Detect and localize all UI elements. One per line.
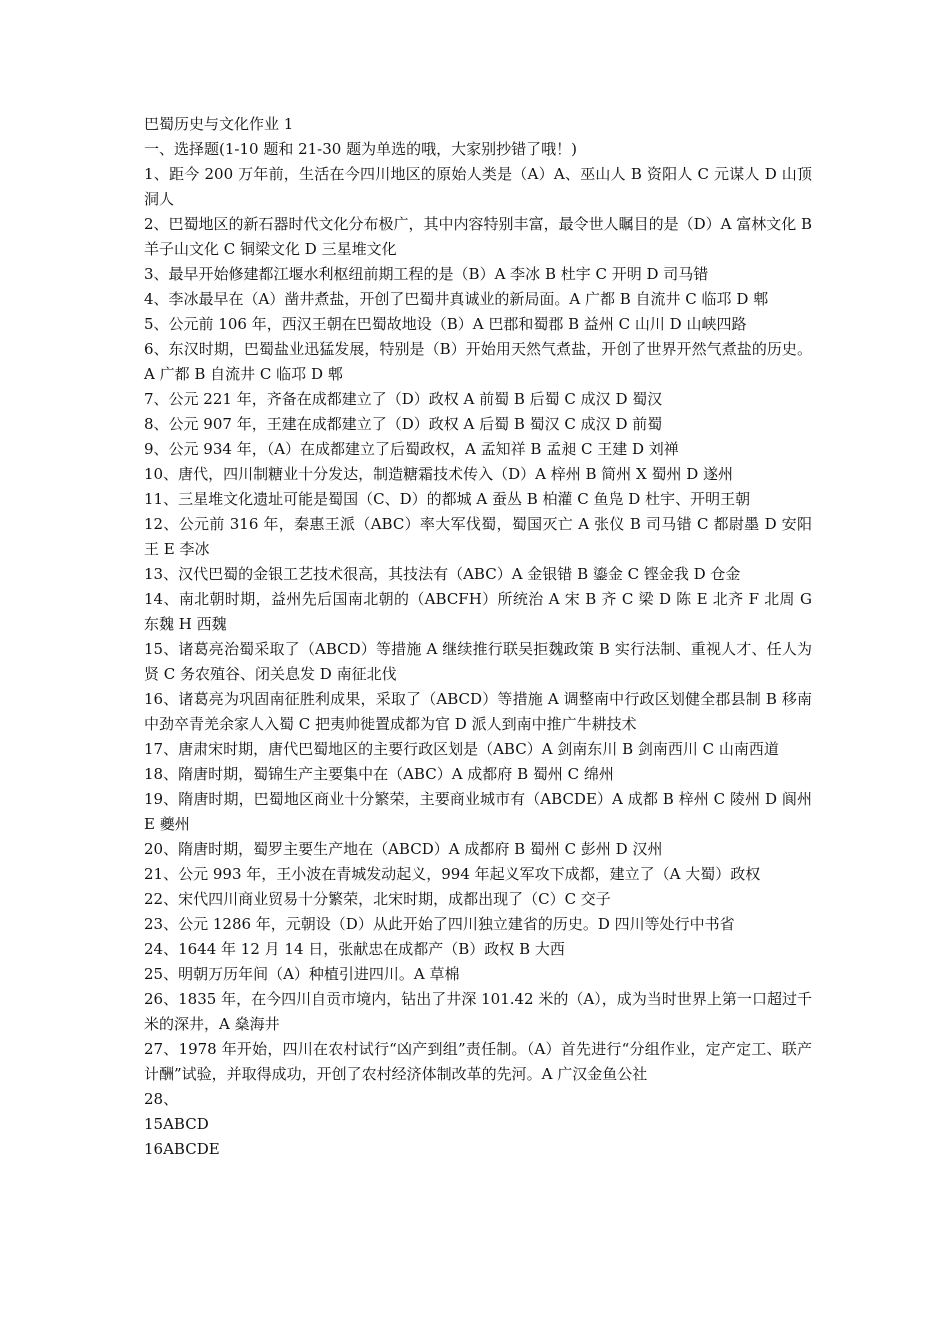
question-6: 6、东汉时期，巴蜀盐业迅猛发展，特别是（B）开始用天然气煮盐，开创了世界开然气煮盐的历史。A 广都 B 自流井 C 临邛 D 郫	[144, 340, 812, 383]
question-18: 18、隋唐时期，蜀锦生产主要集中在（ABC）A 成都府 B 蜀州 C 绵州	[144, 765, 614, 783]
question-19: 19、隋唐时期，巴蜀地区商业十分繁荣，主要商业城市有（ABCDE）A 成都 B 梓州 C 陵州 D 阆州 E 夔州	[144, 790, 812, 833]
question-10: 10、唐代，四川制糖业十分发达，制造糖霜技术传入（D）A 梓州 B 简州 X 蜀州 D 遂州	[144, 465, 734, 483]
question-12: 12、公元前 316 年，秦惠王派（ABC）率大军伐蜀，蜀国灭亡 A 张仪 B 司马错 C 都尉墨 D 安阳王 E 李冰	[144, 515, 812, 558]
question-23: 23、公元 1286 年，元朝设（D）从此开始了四川独立建省的历史。D 四川等处行中书省	[144, 915, 735, 933]
question-14: 14、南北朝时期，益州先后国南北朝的（ABCFH）所统治 A 宋 B 齐 C 梁 D 陈 E 北齐 F 北周 G 东魏 H 西魏	[144, 590, 812, 633]
question-28: 28、	[144, 1090, 179, 1108]
question-16: 16、诸葛亮为巩固南征胜利成果，采取了（ABCD）等措施 A 调整南中行政区划健全郡县制 B 移南中劲卒青羌余家人入蜀 C 把夷帅徙置成都为官 D 派人到南中推广牛耕技术	[144, 690, 812, 733]
question-22: 22、宋代四川商业贸易十分繁荣，北宋时期，成都出现了（C）C 交子	[144, 890, 611, 908]
question-26: 26、1835 年，在今四川自贡市境内，钻出了井深 101.42 米的（A），成为当时世界上第一口超过千米的深井，A 燊海井	[144, 990, 812, 1033]
question-21: 21、公元 993 年，王小波在青城发动起义，994 年起义军攻下成都，建立了（A 大蜀）政权	[144, 865, 761, 883]
question-5: 5、公元前 106 年，西汉王朝在巴蜀故地设（B）A 巴郡和蜀郡 B 益州 C 山川 D 山峡四路	[144, 315, 747, 333]
answer-note-15: 15ABCD	[144, 1115, 209, 1133]
question-24: 24、1644 年 12 月 14 日，张献忠在成都产（B）政权 B 大西	[144, 940, 565, 958]
question-20: 20、隋唐时期，蜀罗主要生产地在（ABCD）A 成都府 B 蜀州 C 彭州 D 汉州	[144, 840, 663, 858]
question-27: 27、1978 年开始，四川在农村试行“凶产到组”责任制。（A）首先进行“分组作业，定产定工、联产计酬”试验，并取得成功，开创了农村经济体制改革的先河。A 广汉金鱼公社	[144, 1040, 812, 1083]
question-11: 11、三星堆文化遗址可能是蜀国（C、D）的都城 A 蚕丛 B 柏灌 C 鱼凫 D 杜宇、开明王朝	[144, 490, 751, 508]
question-8: 8、公元 907 年，王建在成都建立了（D）政权 A 后蜀 B 蜀汉 C 成汉 D 前蜀	[144, 415, 663, 433]
document-title: 巴蜀历史与文化作业 1	[144, 115, 294, 133]
question-7: 7、公元 221 年，齐备在成都建立了（D）政权 A 前蜀 B 后蜀 C 成汉 D 蜀汉	[144, 390, 663, 408]
question-15: 15、诸葛亮治蜀采取了（ABCD）等措施 A 继续推行联吴拒魏政策 B 实行法制、重视人才、任人为贤 C 务农殖谷、闭关息发 D 南征北伐	[144, 640, 812, 683]
question-25: 25、明朝万历年间（A）种植引进四川。A 草棉	[144, 965, 460, 983]
question-9: 9、公元 934 年，（A）在成都建立了后蜀政权，A 孟知祥 B 孟昶 C 王建 D 刘禅	[144, 440, 679, 458]
section-heading: 一、选择题(1-10 题和 21-30 题为单选的哦，大家别抄错了哦！)	[144, 140, 577, 158]
question-13: 13、汉代巴蜀的金银工艺技术很高，其技法有（ABC）A 金银错 B 鎏金 C 铿金我 D 仓金	[144, 565, 741, 583]
answer-note-16: 16ABCDE	[144, 1140, 220, 1158]
question-3: 3、最早开始修建都江堰水利枢纽前期工程的是（B）A 李冰 B 杜宇 C 开明 D 司马错	[144, 265, 709, 283]
question-1: 1、距今 200 万年前，生活在今四川地区的原始人类是（A）A、巫山人 B 资阳人 C 元谋人 D 山顶洞人	[144, 165, 812, 208]
document-page	[144, 112, 812, 1162]
question-4: 4、李冰最早在（A）凿井煮盐，开创了巴蜀井真诚业的新局面。A 广都 B 自流井 C 临邛 D 郫	[144, 290, 769, 308]
question-17: 17、唐肃宋时期，唐代巴蜀地区的主要行政区划是（ABC）A 剑南东川 B 剑南西川 C 山南西道	[144, 740, 779, 758]
question-2: 2、巴蜀地区的新石器时代文化分布极广，其中内容特别丰富，最令世人瞩目的是（D）A 富林文化 B 羊子山文化 C 铜梁文化 D 三星堆文化	[144, 215, 812, 258]
